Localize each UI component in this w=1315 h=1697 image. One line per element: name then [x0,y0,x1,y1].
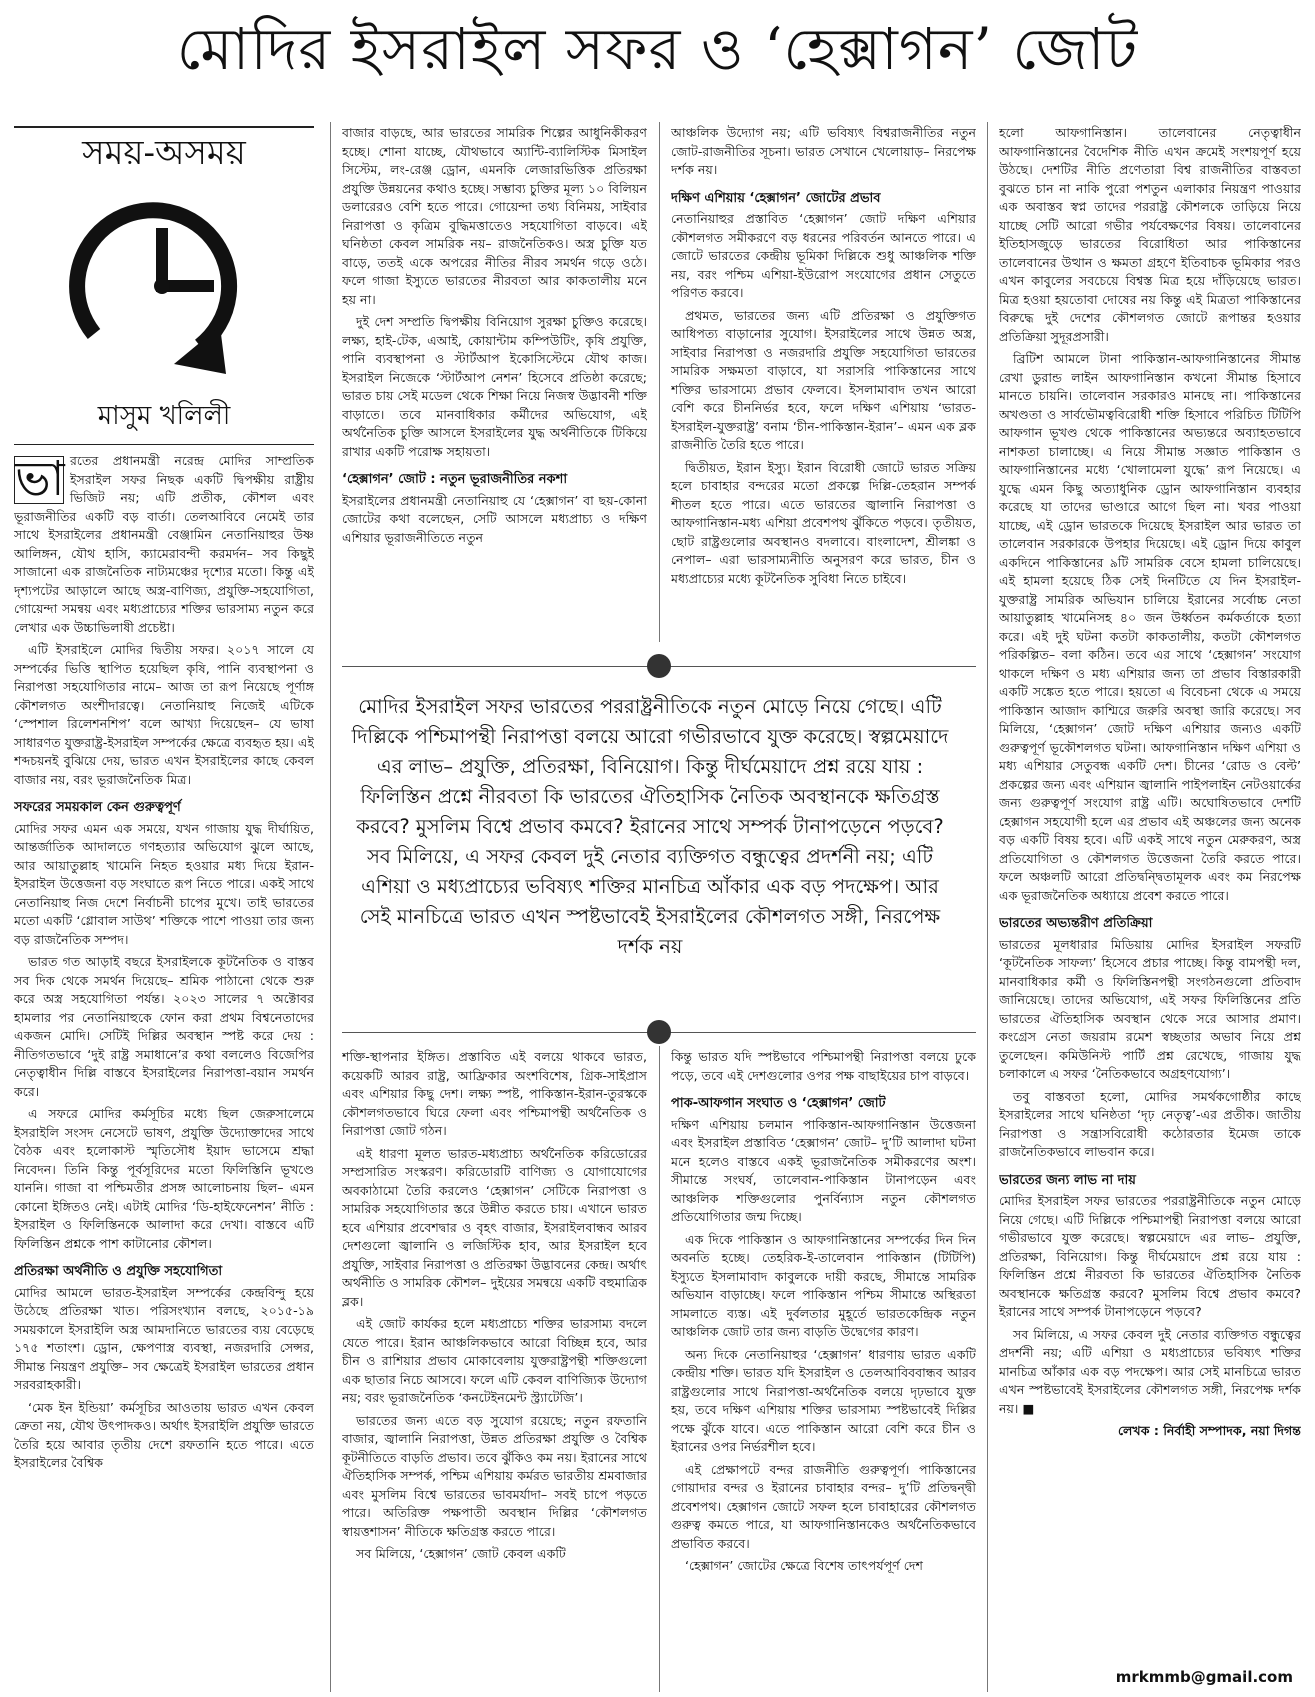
column-2-bottom [342,1048,647,1692]
headline: মোদির ইসরাইল সফর ও ‘হেক্সাগন’ জোট [176,15,1139,83]
paragraph: হলো আফগানিস্তান। তালেবানের নেতৃত্বাধীন আফগানিস্তানের বৈদেশিক নীতি এখন ক্রমেই সংশয়পূর্ণ হয়ে উঠছে। দেশটির নীতি প্রণেতারা বিশ্ব রাজনীতির বাস্তবতা বুঝতে চান না নাকি পুরো পশতুন এলাকার নিয়ন্ত্রণ পাওয়ার এক অবাস্তব স্বপ্ন তাদের পররাষ্ট্র কৌশলকে তাড়িয়ে নিয়ে যাচ্ছে সেটি আরো গভীর পর্যবেক্ষণের বিষয়। তালেবানের ইতিহাসজুড়ে ভারতের বিরোধিতা আর পাকিস্তানের তালেবানের উত্থান ও ক্ষমতা গ্রহণে ইতিবাচক ভূমিকার পরও এখন কাবুলের সবচেয়ে বিশ্বস্ত মিত্র হয়ে দাঁড়িয়েছে ভারত। মিত্র হওয়া হয়তোবা দোষের নয় কিন্তু এই মিত্রতা পাকিস্তানের বিরুদ্ধে দুই দেশের কৌশলগত জোটে রূপান্তর হওয়ার প্রতিক্রিয়া সুদূরপ্রসারী। [999,125,1301,344]
paragraph: ব্রিটিশ আমলে টানা পাকিস্তান-আফগানিস্তানের সীমান্ত রেখা ডুরান্ড লাইন আফগানিস্তান কখনো সীমান্ত হিসাবে মানতে চায়নি। তালেবান সরকারও মানছে না। পাকিস্তানের অখণ্ডতা ও সার্বভৌমত্ববিরোধী শক্তি হিসাবে পরিচিত টিটিপি আফগান ভূখণ্ড থেকে পাকিস্তানের অভ্যন্তরে অব্যাহতভাবে নাশকতা চালাচ্ছে। এ নিয়ে সীমান্ত সজ্ঞাত পাকিস্তান ও আফগানিস্তানের মধ্যে ‘খোলামেলা যুদ্ধে’ রূপ নিয়েছে। এ যুদ্ধে এমন কিছু অত্যাধুনিক ড্রোন আফগানিস্তান ব্যবহার করেছে যা তাদের ভাণ্ডারে আগে ছিল না। খবর পাওয়া যাচ্ছে, এই ড্রোন ভারতকে দিয়েছে ইসরাইল আর ভারত তা তালেবান সরকারকে উপহার দিয়েছে। এই ড্রোন দিয়ে কাবুল একদিনে পাকিস্তানের ৯টি সামরিক বেসে হামলা চালিয়েছে। এই হামলা হয়েছে ঠিক সেই দিনটিতে যে দিন ইসরাইল-যুক্তরাষ্ট্র সামরিক অভিযান চালিয়ে ইরানের সর্বোচ্চ নেতা আয়াতুল্লাহ খামেনিসহ ৪০ জন উর্ধ্বতন কর্মকর্তাকে হত্যা করে। এই দুই ঘটনা কতটা কাকতালীয়, কতটা কৌশলগত পরিকল্পিত– বলা কঠিন। তবে এর সাথে ‘হেক্সাগন’ সংযোগ থাকলে দক্ষিণ ও মধ্য এশিয়ার জন্য তা প্রভাব বিস্তারকারী একটি সঙ্কেত হতে পারে। হয়তো এ বিবেচনা থেকে এ সময়ে পাকিস্তান আজাদ কাশ্মিরে জরুরি অবস্থা জারি করেছে। সব মিলিয়ে, ‘হেক্সাগন’ জোট দক্ষিণ এশিয়ার জন্যও একটি গুরুত্বপূর্ণ ভূকৌশলগত ঘটনা। আফগানিস্তান দক্ষিণ এশিয়া ও মধ্য এশিয়ার সেতুবন্ধ একটি দেশ। চীনের ‘রোড ও বেল্ট’ প্রকল্পের জন্য এবং এশিয়ান জ্বালানি পাইপলাইন নেটওয়ার্কের জন্য গুরুত্বপূর্ণ সংযোগ রাষ্ট্র এটি। অঘোষিতভাবে দেশটি হেক্সাগন সহযোগী হলে এর প্রভাব এই অঞ্চলের জন্য অনেক বড় একটি বিষয় হবে। এটি একই সাথে নতুন মেরুকরণ, অস্ত্র প্রতিযোগিতা ও কৌশলগত উত্তেজনা তৈরি করতে পারে। ফলে অঞ্চলটি আরো প্রতিদ্বন্দ্বিতামূলক এবং কম নিরপেক্ষ এক ভূরাজনৈতিক অধ্যায়ে প্রবেশ করতে পারে। [999,351,1301,903]
paragraph: ভারতের জন্য এতে বড় সুযোগ রয়েছে; নতুন রফতানি বাজার, জ্বালানি নিরাপত্তা, উন্নত প্রতিরক্ষা প্রযুক্তি ও বৈশ্বিক কূটনীতিতে বাড়তি প্রভাব। তবে ঝুঁকিও কম নয়। ইরানের সাথে ঐতিহাসিক সম্পর্ক, পশ্চিম এশিয়ায় কর্মরত ভারতীয় শ্রমবাজার এবং মুসলিম বিশ্বে ভারতের ভাবমর্যাদা– সবই চাপে পড়তে পারে। অতিরিক্ত পক্ষপাতী অবস্থান দিল্লির ‘কৌশলগত স্বায়ত্তশাসন’ নীতিকে ক্ষতিগ্রস্ত করতে পারে। [342,1412,647,1539]
column-divider [659,1046,660,1692]
paragraph: ‘মেক ইন ইন্ডিয়া’ কর্মসূচির আওতায় ভারত এখন কেবল ক্রেতা নয়, যৌথ উৎপাদকও। অর্থাৎ ইসরাইলি প্রযুক্তি ভারতে তৈরি হয়ে আবার তৃতীয় দেশে রফতানি হতে পারে। এতে ইসরাইলের বৈশ্বিক [14,1399,314,1470]
column-header-box [14,126,314,442]
column-4 [999,124,1301,1666]
paragraph: ইসরাইলের প্রধানমন্ত্রী নেতানিয়াহু যে ‘হেক্সাগন’ বা ছয়-কোনা জোটের কথা বলেছেন, সেটি আসলে মধ্যপ্রাচ্য ও দক্ষিণ এশিয়ার ভূরাজনীতিতে নতুন [342,492,647,545]
paragraph: শক্তি-স্থাপনার ইঙ্গিত। প্রস্তাবিত এই বলয়ে থাকবে ভারত, কয়েকটি আরব রাষ্ট্র, আফ্রিকার অংশবিশেষ, গ্রিক-সাইপ্রাস এবং এশিয়ার কিছু দেশ। লক্ষ্য স্পষ্ট, পাকিস্তান-ইরান-তুরস্ককে কৌশলগতভাবে ঘিরে ফেলা এবং পশ্চিমাপন্থী অর্থনৈতিক ও নিরাপত্তা জোট গঠন। [342,1049,647,1138]
paragraph: এই ধারণা মূলত ভারত-মধ্যপ্রাচ্য অর্থনৈতিক করিডোরের সম্প্রসারিত সংস্করণ। করিডোরটি বাণিজ্য ও যোগাযোগের অবকাঠামো তৈরি করলেও ‘হেক্সাগন’ সেটিকে নিরাপত্তা ও সামরিক সহযোগিতার স্তরে উন্নীত করতে চায়। এখানে ভারত হবে এশিয়ার প্রবেশদ্বার ও বৃহৎ বাজার, ইসরাইলবান্ধব আরব দেশগুলো জ্বালানি ও লজিস্টিক হাব, আর ইসরাইল হবে প্রযুক্তি, সাইবার নিরাপত্তা ও প্রতিরক্ষা উদ্ভাবনের কেন্দ্র। অর্থাৎ অর্থনীতি ও সামরিক কৌশল– দুইয়ের সমন্বয়ে একটি বহুমাত্রিক ব্লক। [342,1145,647,1309]
author-email[interactable]: mrkmmb@gmail.com [1115,1668,1293,1686]
paragraph: ভারত গত আড়াই বছরে ইসরাইলকে কূটনৈতিক ও বাস্তব সব দিক থেকে সমর্থন দিয়েছে– শ্রমিক পাঠানো থেকে শুরু করে অস্ত্র সহযোগিতা পর্যন্ত। ২০২৩ সালের ৭ অক্টোবর হামলার পর নেতানিয়াহুকে ফোন করা প্রথম বিশ্বনেতাদের একজন মোদি। সেটিই দিল্লির অবস্থান স্পষ্ট করে দেয় : নীতিগতভাবে ‘দুই রাষ্ট্র সমাধানে’র কথা বললেও বিজেপির নেতৃত্বাধীন দিল্লি বাস্তবে ইসরাইলের নিরাপত্তা-বয়ান সমর্থন করে। [14,954,314,1099]
author-rule [14,444,314,445]
column-divider [659,122,660,642]
paragraph: কিন্তু ভারত যদি স্পষ্টভাবে পশ্চিমাপন্থী নিরাপত্তা বলয়ে ঢুকে পড়ে, তবে এই দেশগুলোর ওপর পক্ষ বাছাইয়ের চাপ বাড়বে। [671,1049,976,1083]
paragraph: অন্য দিকে নেতানিয়াহুর ‘হেক্সাগন’ ধারণায় ভারত একটি কেন্দ্রীয় শক্তি। ভারত যদি ইসরাইল ও তেলআবিববান্ধব আরব রাষ্ট্রগুলোর সাথে নিরাপত্তা-অর্থনৈতিক বলয়ে দৃঢ়ভাবে যুক্ত হয়, তবে দক্ষিণ এশিয়ায় শক্তির ভারসাম্য স্পষ্টভাবেই দিল্লির পক্ষে ঝুঁকে যাবে। এতে পাকিস্তান আরো বেশি করে চীন ও ইরানের ওপর নির্ভরশীল হবে। [671,1346,976,1454]
column-2-top [342,124,647,642]
paragraph: আঞ্চলিক উদ্যোগ নয়; এটি ভবিষ্যৎ বিশ্বরাজনীতির নতুন জোট-রাজনীতির সূচনা। ভারত সেখানে খেলোয়াড়– নিরপেক্ষ দর্শক নয়। [671,125,976,177]
clock-icon [14,178,314,398]
column-3-bottom [671,1048,976,1692]
paragraph: ভারতের মূলধারার মিডিয়ায় মোদির ইসরাইল সফরটি ‘কূটনৈতিক সাফল্য’ হিসেবে প্রচার পাচ্ছে। কিন্তু বামপন্থী দল, মানবাধিকার কর্মী ও ফিলিস্তিনপন্থী সংগঠনগুলো প্রতিবাদ জানিয়েছে। তাদের অভিযোগ, এই সফর ফিলিস্তিনের প্রতি ভারতের ঐতিহাসিক অবস্থান থেকে সরে আসার প্রমাণ। কংগ্রেস নেতা জয়রাম রমেশ স্বচ্ছতার অভাব নিয়ে প্রশ্ন তুলেছেন। কমিউনিস্ট পার্টি প্রশ্ন রেখেছে, গাজায় যুদ্ধ চলাকালে এ সফর ‘নৈতিকভাবে অগ্রহণযোগ্য’। [999,936,1301,1081]
pull-quote-dot-bottom [647,1020,671,1044]
subheading: ভারতের অভ্যন্তরীণ প্রতিক্রিয়া [999,916,1153,931]
paragraph: সব মিলিয়ে, ‘হেক্সাগন’ জোট কেবল একটি [356,1546,566,1561]
column-divider [330,122,331,1692]
paragraph: এ সফরে মোদির কর্মসূচির মধ্যে ছিল জেরুসালেমে ইসরাইলি সংসদ নেসেটে ভাষণ, প্রযুক্তি উদ্যোক্তাদের সাথে বৈঠক এবং হলোকাস্ট স্মৃতিসৌধ ইয়াদ ভাসেমে শ্রদ্ধা নিবেদন। তিনি কিন্তু পূর্বসূরিদের মতো ফিলিস্তিনি ভূখণ্ডে যাননি। গাজা বা পশ্চিমতীর প্রসঙ্গ আলোচনায় ছিল– এমন কোনো ইঙ্গিতও নেই। এটাই মোদির ‘ডি-হাইফেনেশন’ নীতি : ইসরাইল ও ফিলিস্তিনকে আলাদা করে দেখা। বাস্তবে এটি ফিলিস্তিন প্রশ্নকে পাশ কাটানোর কৌশল। [14,1106,314,1251]
author-name: মাসুম খলিলী [97,401,231,431]
column-3-top [671,124,976,642]
subheading: ভারতের জন্য লাভ না দায় [999,1172,1136,1188]
paragraph: তবু বাস্তবতা হলো, মোদির সমর্থকগোষ্ঠীর কাছে ইসরাইলের সাথে ঘনিষ্ঠতা ‘দৃঢ় নেতৃত্ব’-এর প্রতীক। জাতীয় নিরাপত্তা ও সন্ত্রাসবিরোধী কঠোরতার ইমেজ তাকে রাজনৈতিকভাবে লাভবান করে। [999,1088,1301,1159]
paragraph: মোদির সফর এমন এক সময়ে, যখন গাজায় যুদ্ধ দীর্ঘায়িত, আন্তর্জাতিক আদালতে গণহত্যার অভিযোগ ঝুলে আছে, আর আয়াতুল্লাহ খামেনি নিহত হওয়ার মধ্য দিয়ে ইরান-ইসরাইল উত্তেজনা বড় সংঘাতে রূপ নিতে পারে। একই সাথে নেতানিয়াহু নিজ দেশে নির্বাচনী চাপের মুখে। তাই ভারতের মতো একটি ‘গ্লোবাল সাউথ’ শক্তিকে পাশে পাওয়া তার জন্য বড় রাজনৈতিক সম্পদ। [14,820,314,947]
column-divider [987,122,988,1692]
column-title: সময়-অসময় [14,126,314,178]
column-1 [14,452,314,1692]
paragraph: বাজার বাড়ছে, আর ভারতের সামরিক শিল্পের আধুনিকীকরণ হচ্ছে। শোনা যাচ্ছে, যৌথভাবে অ্যান্টি-ব্যালিস্টিক মিসাইল সিস্টেম, লং-রেঞ্জ ড্রোন, এমনকি লেজারভিত্তিক প্রতিরক্ষা প্রযুক্তি উন্নয়নের কথাও হচ্ছে। সম্ভাব্য চুক্তির মূল্য ১০ বিলিয়ন ডলারেরও বেশি হতে পারে। গোয়েন্দা তথ্য বিনিময়, সাইবার নিরাপত্তা ও কৃত্রিম বুদ্ধিমত্তাতেও সহযোগিতা বাড়বে। এই ঘনিষ্ঠতা কেবল সামরিক নয়– রাজনৈতিকও। অস্ত্র চুক্তি যত বাড়ে, ততই একে অপরের নীতির নীরব সমর্থন গড়ে ওঠে। ফলে গাজা ইস্যুতে ভারতের নীরবতা আর কাকতালীয় মনে হয় না। [342,125,647,307]
subheading: দক্ষিণ এশিয়ায় ‘হেক্সাগন’ জোটের প্রভাব [671,190,881,206]
paragraph: দুই দেশ সম্প্রতি দ্বিপক্ষীয় বিনিয়োগ সুরক্ষা চুক্তিও করেছে। লক্ষ্য, হাই-টেক, এআই, কোয়ান্টাম কম্পিউটিং, কৃষি প্রযুক্তি, পানি ব্যবস্থাপনা ও স্টার্টআপ ইকোসিস্টেমে যৌথ কাজ। ইসরাইল নিজেকে ‘স্টার্টআপ নেশন’ হিসেবে প্রতিষ্ঠা করেছে; ভারত চায় সেই মডেল থেকে শিক্ষা নিয়ে নিজস্ব উদ্ভাবনী শক্তি বাড়াতে। তবে মানবাধিকার কর্মীদের অভিযোগ, এই অর্থনৈতিক চুক্তি আসলে ইসরাইলের যুদ্ধ অর্থনীতিকে টিকিয়ে রাখার একটি পরোক্ষ সহায়তা। [342,314,647,459]
paragraph: দ্বিতীয়ত, ইরান ইস্যু। ইরান বিরোধী জোটে ভারত সক্রিয় হলে চাবাহার বন্দরের মতো প্রকল্পে দিল্লি-তেহরান সম্পর্ক শীতল হতে পারে। এতে ভারতের জ্বালানি নিরাপত্তা ও আফগানিস্তান-মধ্য এশিয়া প্রবেশপথ ঝুঁকিতে পড়বে। তৃতীয়ত, ছোট রাষ্ট্রগুলোর অবস্থানও বদলাবে। বাংলাদেশ, শ্রীলঙ্কা ও নেপাল– এরা ভারসাম্যনীতি অনুসরণ করে ভারত, চীন ও মধ্যপ্রাচ্যের মধ্যে কূটনৈতিক সুবিধা নিতে চাইবে। [671,459,976,586]
subheading: প্রতিরক্ষা অর্থনীতি ও প্রযুক্তি সহযোগিতা [14,1264,223,1279]
subheading: ‘হেক্সাগন’ জোট : নতুন ভূরাজনীতির নকশা [342,472,568,487]
paragraph: রতের প্রধানমন্ত্রী নরেন্দ্র মোদির সাম্প্রতিক ইসরাইল সফর নিছক একটি দ্বিপক্ষীয় রাষ্ট্রীয় ভিজিট নয়; এটি প্রতীক, কৌশল এবং ভূরাজনীতির একটি বড় বার্তা। তেলআবিবে নেমেই তার সাথে ইসরাইলের প্রধানমন্ত্রী বেঞ্জামিন নেতানিয়াহুর উষ্ণ আলিঙ্গন, যৌথ হাসি, ক্যামেরাবন্দী করমর্দন– সব কিছুই সাজানো এক রাজনৈতিক নাট্যমঞ্চের দৃশ্যের মতো। কিন্তু এই দৃশ্যপটের আড়ালে আছে অস্ত্র-বাণিজ্য, প্রযুক্তি-সহযোগিতা, গোয়েন্দা সমন্বয় এবং মধ্যপ্রাচ্যের শক্তির ভারসাম্য নতুন করে লেখার এক উচ্চাভিলাষী প্রচেষ্টা। [14,453,314,635]
paragraph: এটি ইসরাইলে মোদির দ্বিতীয় সফর। ২০১৭ সালে যে সম্পর্কের ভিত্তি স্থাপিত হয়েছিল কৃষি, পানি ব্যবস্থাপনা ও নিরাপত্তা সহযোগিতার নামে– আজ তা রূপ নিয়েছে পূর্ণাঙ্গ কৌশলগত অংশীদারত্বে। নেতানিয়াহু নিজেই এটিকে ‘স্পেশাল রিলেশনশিপ’ বলে আখ্যা দিয়েছেন– যে ভাষা সাধারণত যুক্তরাষ্ট্র-ইসরাইল সম্পর্কের ক্ষেত্রে ব্যবহৃত হয়। এই শব্দচয়নই বুঝিয়ে দেয়, ভারত এখন ইসরাইলের কাছে কেবল বাজার নয়, বরং ভূরাজনৈতিক মিত্র। [14,642,314,787]
paragraph: দক্ষিণ এশিয়ায় চলমান পাকিস্তান-আফগানিস্তান উত্তেজনা এবং ইসরাইল প্রস্তাবিত ‘হেক্সাগন’ জোট– দু’টি আলাদা ঘটনা মনে হলেও বাস্তবে একই ভূরাজনৈতিক সমীকরণের অংশ। সীমান্তে সংঘর্ষ, তালেবান-পাকিস্তান টানাপড়েন এবং আঞ্চলিক শক্তিগুলোর পুনর্বিন্যাস নতুন কৌশলগত প্রতিযোগিতার জন্ম দিচ্ছে। [671,1116,976,1224]
subheading: পাক-আফগান সংঘাত ও ‘হেক্সাগন’ জোট [671,1096,886,1111]
pull-quote: মোদির ইসরাইল সফর ভারতের পররাষ্ট্রনীতিকে নতুন মোড়ে নিয়ে গেছে। এটি দিল্লিকে পশ্চিমাপন্থী নিরাপত্তা বলয়ে আরো গভীরভাবে যুক্ত করেছে। স্বল্পমেয়াদে এর লাভ– প্রযুক্তি, প্রতিরক্ষা, বিনিয়োগ। কিন্তু দীর্ঘমেয়াদে প্রশ্ন রয়ে যায় : ফিলিস্তিন প্রশ্নে নীরবতা কি ভারতের ঐতিহাসিক নৈতিক অবস্থানকে ক্ষতিগ্রস্ত করবে? মুসলিম বিশ্বে প্রভাব কমবে? ইরানের সাথে সম্পর্ক টানাপড়েনে পড়বে? সব মিলিয়ে, এ সফর কেবল দুই নেতার ব্যক্তিগত বন্ধুত্বের প্রদর্শনী নয়; এটি এশিয়া ও মধ্যপ্রাচ্যের ভবিষ্যৎ শক্তির মানচিত্র আঁকার এক বড় পদক্ষেপ। আর সেই মানচিত্রে ভারত এখন স্পষ্টভাবেই ইসরাইলের কৌশলগত সঙ্গী, নিরপেক্ষ দর্শক নয় [351,695,949,958]
subheading: সফরের সময়কাল কেন গুরুত্বপূর্ণ [14,800,181,815]
paragraph: মোদির আমলে ভারত-ইসরাইল সম্পর্কের কেন্দ্রবিন্দু হয়ে উঠেছে প্রতিরক্ষা খাত। পরিসংখ্যান বলছে, ২০১৫-১৯ সময়কালে ইসরাইলি অস্ত্র আমদানিতে ভারতের ব্যয় বেড়েছে ১৭৫ শতাংশ। ড্রোন, ক্ষেপণাস্ত্র ব্যবস্থা, নজরদারি সেন্সর, সীমান্ত নিয়ন্ত্রণ প্রযুক্তি– সব ক্ষেত্রেই ইসরাইল ভারতের প্রধান সরবরাহকারী। [14,1284,314,1392]
author-signoff: লেখক : নির্বাহী সম্পাদক, নয়া দিগন্ত [1117,1423,1301,1438]
paragraph: প্রথমত, ভারতের জন্য এটি প্রতিরক্ষা ও প্রযুক্তিগত আধিপত্য বাড়ানোর সুযোগ। ইসরাইলের সাথে উন্নত অস্ত্র, সাইবার নিরাপত্তা ও নজরদারি প্রযুক্তি সহযোগিতা ভারতের সামরিক সক্ষমতা বাড়াবে, যা সরাসরি পাকিস্তানের সাথে শক্তির ভারসাম্যে প্রভাব ফেলবে। ইসলামাবাদ তখন আরো বেশি করে চীননির্ভর হবে, ফলে দক্ষিণ এশিয়ায় ‘ভারত-ইসরাইল-যুক্তরাষ্ট্র’ বনাম ‘চীন-পাকিস্তান-ইরান’– এমন এক ব্লক রাজনীতি তৈরি হতে পারে। [671,307,976,452]
paragraph: ‘হেক্সাগন’ জোটের ক্ষেত্রে বিশেষ তাৎপর্যপূর্ণ দেশ [685,1558,923,1573]
paragraph: এই জোট কার্যকর হলে মধ্যপ্রাচ্যে শক্তির ভারসাম্য বদলে যেতে পারে। ইরান আঞ্চলিকভাবে আরো বিচ্ছিন্ন হবে, আর চীন ও রাশিয়ার প্রভাব মোকাবেলায় যুক্তরাষ্ট্রপন্থী শক্তিগুলো এক ছাতার নিচে আসবে। ফলে এটি কেবল বাণিজ্যিক উদ্যোগ নয়; বরং ভূরাজনৈতিক ‘কনটেইনমেন্ট স্ট্র্যাটেজি’। [342,1316,647,1405]
drop-cap: ভা [15,452,65,507]
pull-quote-dot-top [647,654,671,678]
paragraph: সব মিলিয়ে, এ সফর কেবল দুই নেতার ব্যক্তিগত বন্ধুত্বের প্রদর্শনী নয়; এটি এশিয়া ও মধ্যপ্রাচ্যের ভবিষ্যৎ শক্তির মানচিত্র আঁকার এক বড় পদক্ষেপ। আর সেই মানচিত্রে ভারত এখন স্পষ্টভাবেই ইসরাইলের কৌশলগত সঙ্গী, নিরপেক্ষ দর্শক নয়। ■ [999,1326,1301,1416]
paragraph: এক দিকে পাকিস্তান ও আফগানিস্তানের সম্পর্কের দিন দিন অবনতি হচ্ছে। তেহরিক-ই-তালেবান পাকিস্তান (টিটিপি) ইস্যুতে ইসলামাবাদ কাবুলকে দায়ী করছে, সীমান্তে সামরিক অভিযান বাড়াচ্ছে। ফলে পাকিস্তান পশ্চিম সীমান্তে অস্থিরতা সামলাতে ব্যস্ত। এই দুর্বলতার মুহূর্তে ভারতকেন্দ্রিক নতুন আঞ্চলিক জোট তার জন্য বাড়তি উদ্বেগের কারণ। [671,1231,976,1339]
paragraph: এই প্রেক্ষাপটে বন্দর রাজনীতি গুরুত্বপূর্ণ। পাকিস্তানের গোয়াদার বন্দর ও ইরানের চাবাহার বন্দর– দু’টি প্রতিদ্বন্দ্বী প্রবেশপথ। হেক্সাগন জোটে সফল হলে চাবাহারের কৌশলগত গুরুত্ব কমতে পারে, যা আফগানিস্তানকেও অর্থনৈতিকভাবে প্রভাবিত করবে। [671,1461,976,1551]
paragraph: নেতানিয়াহুর প্রস্তাবিত ‘হেক্সাগন’ জোট দক্ষিণ এশিয়ার কৌশলগত সমীকরণে বড় ধরনের পরিবর্তন আনতে পারে। এ জোটে ভারতের কেন্দ্রীয় ভূমিকা দিল্লিকে শুধু আঞ্চলিক শক্তি নয়, বরং পশ্চিম এশিয়া-ইউরোপ সংযোগের প্রধান সেতুতে পরিণত করবে। [671,211,976,300]
paragraph: মোদির ইসরাইল সফর ভারতের পররাষ্ট্রনীতিকে নতুন মোড়ে নিয়ে গেছে। এটি দিল্লিকে পশ্চিমাপন্থী নিরাপত্তা বলয়ে আরো গভীরভাবে যুক্ত করেছে। স্বল্পমেয়াদে এর লাভ– প্রযুক্তি, প্রতিরক্ষা, বিনিয়োগ। কিন্তু দীর্ঘমেয়াদে প্রশ্ন রয়ে যায় : ফিলিস্তিন প্রশ্নে নীরবতা কি ভারতের ঐতিহাসিক নৈতিক অবস্থানকে ক্ষতিগ্রস্ত করবে? মুসলিম বিশ্বে প্রভাব কমবে? ইরানের সাথে সম্পর্ক টানাপড়েনে পড়বে? [999,1193,1301,1319]
